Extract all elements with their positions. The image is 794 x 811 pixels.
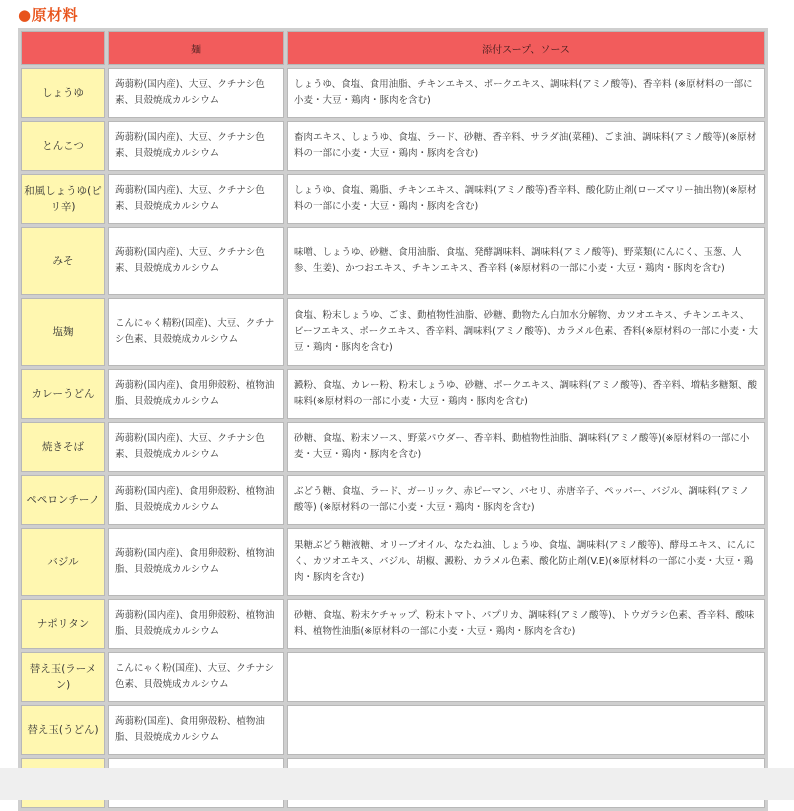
- row-noodle-ingredients: 蒟蒻粉(国内産)、大豆、クチナシ色素、貝殻焼成カルシウム: [108, 68, 284, 118]
- header-soup: 添付スープ、ソース: [287, 31, 765, 65]
- table-row: [21, 121, 765, 171]
- table-row: [21, 652, 765, 702]
- row-noodle-ingredients: 蒟蒻粉(国産)、食用卵殻粉、植物油脂、貝殻焼成カルシウム: [108, 705, 284, 755]
- row-product-name: しょうゆ: [21, 68, 105, 118]
- row-noodle-ingredients: こんにゃく精粉(国産)、大豆、クチナシ色素、貝殻焼成カルシウム: [108, 298, 284, 366]
- table-row: [21, 227, 765, 295]
- row-soup-ingredients: 砂糖、食塩、粉末ケチャップ、粉末トマト、パプリカ、調味料(アミノ酸等)、トウガラシ色素、香辛料、酸味料、植物性油脂(※原材料の一部に小麦・大豆・鶏肉・豚肉を含む): [287, 599, 765, 649]
- row-soup-ingredients: 畜肉エキス、しょうゆ、食塩、ラード、砂糖、香辛料、サラダ油(菜種)、ごま油、調味料(アミノ酸等)(※原材料の一部に小麦・大豆・鶏肉・豚肉を含む): [287, 121, 765, 171]
- row-soup-ingredients: 澱粉、食塩、カレー粉、粉末しょうゆ、砂糖、ポークエキス、調味料(アミノ酸等)、香辛料、増粘多糖類、酸味料(※原材料の一部に小麦・大豆・鶏肉・豚肉を含む): [287, 369, 765, 419]
- row-product-name: 和風しょうゆ(ピリ辛): [21, 174, 105, 224]
- header-noodle: 麺: [108, 31, 284, 65]
- row-soup-ingredients: 砂糖、食塩、粉末ソース、野菜パウダー、香辛料、動植物性油脂、調味料(アミノ酸等)(※原材料の一部に小麦・大豆・鶏肉・豚肉を含む): [287, 422, 765, 472]
- row-noodle-ingredients: 蒟蒻粉(国内産)、食用卵殻粉、植物油脂、貝殻焼成カルシウム: [108, 528, 284, 596]
- table-row: [21, 528, 765, 596]
- row-soup-ingredients: 味噌、しょうゆ、砂糖、食用油脂、食塩、発酵調味料、調味料(アミノ酸等)、野菜類(にんにく、玉葱、人参、生姜)、かつおエキス、チキンエキス、香辛料 (※原材料の一部に小麦・大豆・鶏肉・豚肉を含む): [287, 227, 765, 295]
- row-product-name: バジル: [21, 528, 105, 596]
- row-product-name: ペペロンチーノ: [21, 475, 105, 525]
- table-row: [21, 68, 765, 118]
- table-row: [21, 475, 765, 525]
- row-noodle-ingredients: こんにゃく粉(国産)、大豆、クチナシ色素、貝殻焼成カルシウム: [108, 652, 284, 702]
- row-product-name: 塩麹: [21, 298, 105, 366]
- row-noodle-ingredients: 蒟蒻粉(国内産)、大豆、クチナシ色素、貝殻焼成カルシウム: [108, 422, 284, 472]
- row-product-name: 替え玉(うどん): [21, 705, 105, 755]
- table-row: [21, 705, 765, 755]
- table-row: [21, 298, 765, 366]
- row-soup-ingredients: ぶどう糖、食塩、ラード、ガーリック、赤ピーマン、パセリ、赤唐辛子、ペッパー、バジル、調味料(アミノ酸等) (※原材料の一部に小麦・大豆・鶏肉・豚肉を含む): [287, 475, 765, 525]
- row-product-name: ナポリタン: [21, 599, 105, 649]
- page-footer-band: [0, 768, 794, 800]
- row-product-name: カレーうどん: [21, 369, 105, 419]
- row-product-name: とんこつ: [21, 121, 105, 171]
- row-soup-ingredients: 果糖ぶどう糖液糖、オリーブオイル、なたね油、しょうゆ、食塩、調味料(アミノ酸等)、酵母エキス、にんにく、カツオエキス、バジル、胡椒、澱粉、カラメル色素、酸化防止剤(V.E)(※原材料の一部に小麦・大豆・鶏肉・豚肉を含む): [287, 528, 765, 596]
- row-soup-ingredients: [287, 705, 765, 755]
- row-product-name: みそ: [21, 227, 105, 295]
- table-header-row: [21, 31, 765, 65]
- row-soup-ingredients: しょうゆ、食塩、食用油脂、チキンエキス、ポークエキス、調味料(アミノ酸等)、香辛料 (※原材料の一部に小麦・大豆・鶏肉・豚肉を含む): [287, 68, 765, 118]
- table-row: [21, 422, 765, 472]
- table-row: [21, 599, 765, 649]
- header-corner-cell: [21, 31, 105, 65]
- row-noodle-ingredients: 蒟蒻粉(国内産)、食用卵殻粉、植物油脂、貝殻焼成カルシウム: [108, 599, 284, 649]
- ingredients-table: [18, 28, 768, 811]
- row-noodle-ingredients: 蒟蒻粉(国内産)、大豆、クチナシ色素、貝殻焼成カルシウム: [108, 227, 284, 295]
- row-product-name: 焼きそば: [21, 422, 105, 472]
- row-noodle-ingredients: 蒟蒻粉(国内産)、食用卵殻粉、植物油脂、貝殻焼成カルシウム: [108, 369, 284, 419]
- table-row: [21, 174, 765, 224]
- row-soup-ingredients: [287, 652, 765, 702]
- row-soup-ingredients: しょうゆ、食塩、鶏脂、チキンエキス、調味料(アミノ酸等)香辛料、酸化防止剤(ローズマリー抽出物)(※原材料の一部に小麦・大豆・鶏肉・豚肉を含む): [287, 174, 765, 224]
- row-noodle-ingredients: 蒟蒻粉(国内産)、大豆、クチナシ色素、貝殻焼成カルシウム: [108, 121, 284, 171]
- row-soup-ingredients: 食塩、粉末しょうゆ、ごま、動植物性油脂、砂糖、動物たん白加水分解物、カツオエキス、チキンエキス、ビーフエキス、ポークエキス、香辛料、調味料(アミノ酸等)、カラメル色素、香料(※原材料の一部に小麦・大豆・鶏肉・豚肉を含む): [287, 298, 765, 366]
- row-noodle-ingredients: 蒟蒻粉(国内産)、食用卵殻粉、植物油脂、貝殻焼成カルシウム: [108, 475, 284, 525]
- row-product-name: 替え玉(ラーメン): [21, 652, 105, 702]
- page-title: ●原材料: [18, 6, 79, 24]
- table-row: [21, 369, 765, 419]
- row-noodle-ingredients: 蒟蒻粉(国内産)、大豆、クチナシ色素、貝殻焼成カルシウム: [108, 174, 284, 224]
